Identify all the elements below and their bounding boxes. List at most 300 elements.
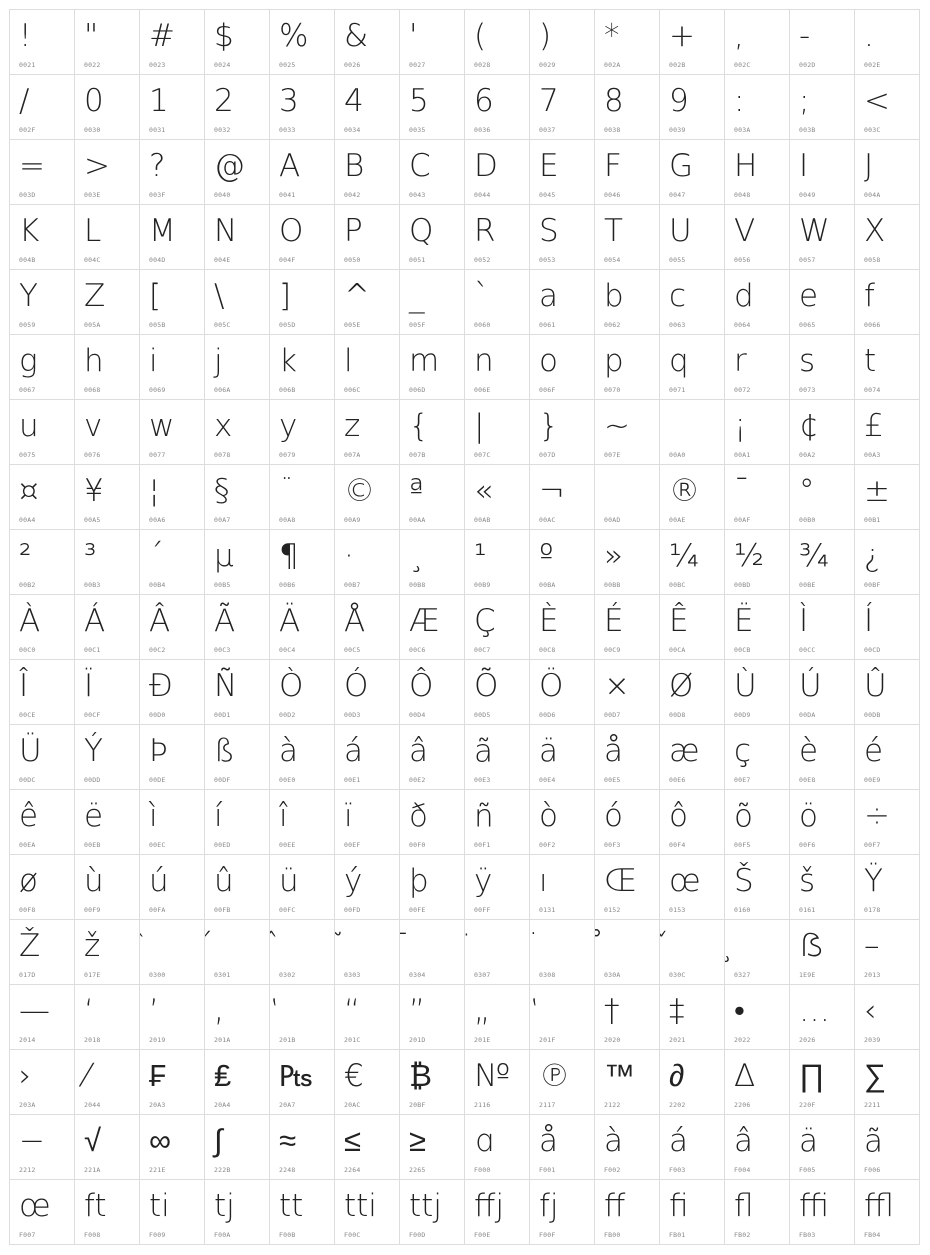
glyph-codepoint: 017D	[19, 971, 36, 979]
glyph-codepoint: F004	[734, 1166, 751, 1174]
glyph-character: Û	[864, 668, 887, 704]
glyph-cell	[204, 139, 270, 205]
glyph-cell	[659, 1114, 725, 1180]
glyph-codepoint: 00F1	[474, 841, 491, 849]
glyph-character: e	[799, 278, 819, 314]
glyph-cell	[399, 1114, 465, 1180]
glyph-character: B	[344, 148, 365, 184]
glyph-cell	[594, 789, 660, 855]
glyph-cell	[139, 984, 205, 1050]
glyph-codepoint: F009	[149, 1231, 166, 1239]
glyph-cell	[529, 399, 595, 465]
glyph-cell	[269, 74, 335, 140]
glyph-cell	[724, 269, 790, 335]
glyph-codepoint: 006A	[214, 386, 231, 394]
glyph-codepoint: 00AB	[474, 516, 491, 524]
glyph-character: 7	[539, 83, 559, 119]
glyph-cell	[74, 854, 140, 920]
glyph-cell	[529, 334, 595, 400]
glyph-character: ∑	[864, 1058, 887, 1094]
glyph-codepoint: F000	[474, 1166, 491, 1174]
glyph-character: ¯	[734, 473, 750, 509]
glyph-cell	[74, 594, 140, 660]
glyph-cell	[204, 724, 270, 790]
glyph-cell	[139, 9, 205, 75]
glyph-character: £	[864, 408, 884, 444]
glyph-codepoint: 2044	[84, 1101, 101, 1109]
glyph-codepoint: FB02	[734, 1231, 751, 1239]
glyph-cell	[204, 919, 270, 985]
glyph-character: ø	[19, 863, 38, 899]
glyph-character: œ	[669, 863, 701, 899]
glyph-codepoint: 0058	[864, 256, 881, 264]
glyph-codepoint: 201E	[474, 1036, 491, 1044]
glyph-codepoint: 00C7	[474, 646, 491, 654]
glyph-cell	[789, 984, 855, 1050]
glyph-cell	[399, 139, 465, 205]
glyph-codepoint: 00E3	[474, 776, 491, 784]
glyph-cell	[659, 9, 725, 75]
glyph-cell	[724, 204, 790, 270]
glyph-codepoint: 0062	[604, 321, 621, 329]
glyph-codepoint: 0045	[539, 191, 556, 199]
glyph-codepoint: 2022	[734, 1036, 751, 1044]
glyph-cell	[659, 334, 725, 400]
glyph-cell	[854, 464, 920, 530]
glyph-cell	[724, 854, 790, 920]
glyph-character: å	[604, 733, 623, 769]
glyph-cell	[659, 724, 725, 790]
glyph-codepoint: 00DD	[84, 776, 101, 784]
glyph-cell	[74, 1049, 140, 1115]
glyph-character: ≥	[409, 1123, 427, 1159]
glyph-character: 2	[214, 83, 234, 119]
glyph-cell	[854, 789, 920, 855]
glyph-codepoint: 004E	[214, 256, 231, 264]
glyph-codepoint: 00F3	[604, 841, 621, 849]
glyph-codepoint: 0029	[539, 61, 556, 69]
glyph-character: ð	[409, 798, 428, 834]
glyph-cell	[9, 1049, 75, 1115]
glyph-cell	[139, 594, 205, 660]
glyph-codepoint: 221A	[84, 1166, 101, 1174]
glyph-character: S	[539, 213, 559, 249]
glyph-character: ¬	[539, 473, 565, 509]
glyph-cell	[529, 919, 595, 985]
glyph-cell	[204, 74, 270, 140]
glyph-cell	[529, 984, 595, 1050]
glyph-character: þ	[409, 863, 429, 899]
glyph-cell	[659, 854, 725, 920]
glyph-character: ¾	[799, 538, 830, 574]
glyph-codepoint: 0067	[19, 386, 36, 394]
glyph-character: (	[474, 18, 487, 54]
glyph-character: Ä	[279, 603, 301, 639]
glyph-codepoint: 2116	[474, 1101, 491, 1109]
glyph-cell	[399, 984, 465, 1050]
glyph-codepoint: 00AC	[539, 516, 556, 524]
glyph-character: №	[474, 1058, 511, 1094]
glyph-cell	[399, 464, 465, 530]
glyph-cell	[9, 594, 75, 660]
glyph-codepoint: 20A3	[149, 1101, 166, 1109]
glyph-codepoint: 003B	[799, 126, 816, 134]
glyph-codepoint: 0053	[539, 256, 556, 264]
glyph-character: d	[734, 278, 754, 314]
glyph-codepoint: 0066	[864, 321, 881, 329]
glyph-codepoint: 0074	[864, 386, 881, 394]
glyph-cell	[724, 724, 790, 790]
glyph-codepoint: 004F	[279, 256, 296, 264]
glyph-cell	[74, 789, 140, 855]
glyph-character: 5	[409, 83, 429, 119]
glyph-codepoint: FB04	[864, 1231, 881, 1239]
glyph-codepoint: 00CE	[19, 711, 36, 719]
glyph-codepoint: 00D7	[604, 711, 621, 719]
glyph-cell	[464, 594, 530, 660]
glyph-character: ò	[539, 798, 558, 834]
glyph-codepoint: 00DC	[19, 776, 36, 784]
glyph-character: ÿ	[474, 863, 493, 899]
glyph-character: G	[669, 148, 694, 184]
glyph-character: ì	[149, 798, 158, 834]
glyph-codepoint: 0026	[344, 61, 361, 69]
glyph-codepoint: 00A9	[344, 516, 361, 524]
glyph-character: ï	[344, 798, 353, 834]
glyph-cell	[464, 659, 530, 725]
glyph-cell	[74, 724, 140, 790]
glyph-codepoint: 0042	[344, 191, 361, 199]
glyph-codepoint: 220F	[799, 1101, 816, 1109]
glyph-codepoint: 004B	[19, 256, 36, 264]
glyph-cell	[594, 659, 660, 725]
glyph-codepoint: 00F6	[799, 841, 816, 849]
glyph-character: ttj	[409, 1188, 442, 1224]
glyph-codepoint: 00F2	[539, 841, 556, 849]
glyph-cell	[724, 919, 790, 985]
glyph-character: W	[799, 213, 830, 249]
glyph-codepoint: 00E8	[799, 776, 816, 784]
glyph-character: ¥	[84, 473, 104, 509]
glyph-cell	[399, 594, 465, 660]
glyph-character: -	[799, 18, 811, 54]
glyph-codepoint: F00B	[279, 1231, 296, 1239]
glyph-codepoint: 00B4	[149, 581, 166, 589]
glyph-character: Ð	[149, 668, 174, 704]
glyph-cell	[269, 659, 335, 725]
glyph-codepoint: 00AD	[604, 516, 621, 524]
glyph-character: ‚	[214, 993, 224, 1029]
glyph-character: ≈	[279, 1123, 297, 1159]
glyph-cell	[594, 1049, 660, 1115]
glyph-character: ¨	[279, 473, 295, 509]
glyph-character: ê	[19, 798, 39, 834]
glyph-codepoint: 201F	[539, 1036, 556, 1044]
glyph-cell	[399, 204, 465, 270]
glyph-character: n	[474, 343, 494, 379]
glyph-cell	[269, 594, 335, 660]
glyph-cell	[399, 724, 465, 790]
glyph-cell	[464, 1114, 530, 1180]
glyph-cell	[204, 464, 270, 530]
glyph-character: µ	[214, 538, 234, 574]
glyph-character: º	[539, 538, 554, 574]
glyph-codepoint: 00A1	[734, 451, 751, 459]
glyph-cell	[789, 594, 855, 660]
glyph-cell	[659, 139, 725, 205]
glyph-codepoint: 0032	[214, 126, 231, 134]
glyph-codepoint: 00A7	[214, 516, 231, 524]
glyph-codepoint: 00CC	[799, 646, 816, 654]
glyph-character: @	[214, 148, 245, 184]
glyph-codepoint: 002F	[19, 126, 36, 134]
glyph-codepoint: 004D	[149, 256, 166, 264]
glyph-character: Ï	[84, 668, 94, 704]
glyph-cell	[594, 74, 660, 140]
glyph-cell	[139, 334, 205, 400]
glyph-cell	[724, 1114, 790, 1180]
glyph-character: #	[149, 18, 175, 54]
glyph-character: √	[84, 1123, 102, 1159]
glyph-cell	[659, 464, 725, 530]
glyph-codepoint: 00D0	[149, 711, 166, 719]
glyph-codepoint: 222B	[214, 1166, 231, 1174]
glyph-cell	[204, 269, 270, 335]
glyph-cell	[659, 594, 725, 660]
glyph-cell	[334, 659, 400, 725]
glyph-codepoint: 00C9	[604, 646, 621, 654]
glyph-codepoint: F00E	[474, 1231, 491, 1239]
glyph-cell	[204, 1179, 270, 1245]
glyph-codepoint: 00ED	[214, 841, 231, 849]
glyph-codepoint: 00C1	[84, 646, 101, 654]
glyph-cell	[854, 594, 920, 660]
glyph-character: H	[734, 148, 758, 184]
glyph-cell	[9, 204, 75, 270]
glyph-cell	[854, 919, 920, 985]
glyph-codepoint: 0055	[669, 256, 686, 264]
glyph-character: Ô	[409, 668, 434, 704]
glyph-codepoint: 005B	[149, 321, 166, 329]
glyph-codepoint: FB03	[799, 1231, 816, 1239]
glyph-character: p	[604, 343, 624, 379]
glyph-character: )	[539, 18, 552, 54]
glyph-codepoint: 00F5	[734, 841, 751, 849]
glyph-cell	[204, 399, 270, 465]
glyph-character: „	[474, 993, 491, 1029]
glyph-codepoint: 0079	[279, 451, 296, 459]
glyph-cell	[334, 594, 400, 660]
glyph-character: 6	[474, 83, 494, 119]
glyph-character: ‟	[539, 993, 556, 1029]
glyph-codepoint: F00C	[344, 1231, 361, 1239]
glyph-cell	[594, 984, 660, 1050]
glyph-codepoint: 00D1	[214, 711, 231, 719]
glyph-cell	[269, 334, 335, 400]
glyph-character: fi	[669, 1188, 689, 1224]
glyph-character: í	[214, 798, 223, 834]
glyph-character: O	[279, 213, 304, 249]
glyph-character: —	[19, 993, 50, 1029]
glyph-cell	[724, 594, 790, 660]
glyph-character: “	[344, 993, 361, 1029]
glyph-cell	[334, 724, 400, 790]
glyph-character: ß	[214, 733, 235, 769]
glyph-character: ³	[84, 538, 97, 574]
glyph-character: %	[279, 18, 309, 54]
glyph-codepoint: 00F7	[864, 841, 881, 849]
glyph-character: 0	[84, 83, 104, 119]
glyph-codepoint: 0303	[344, 971, 361, 979]
glyph-codepoint: 00D9	[734, 711, 751, 719]
glyph-character: ¡	[734, 408, 747, 444]
glyph-codepoint: 00F4	[669, 841, 686, 849]
glyph-character: R	[474, 213, 496, 249]
glyph-cell	[464, 139, 530, 205]
glyph-character: ℗	[539, 1058, 570, 1094]
glyph-cell	[9, 789, 75, 855]
glyph-cell	[399, 334, 465, 400]
glyph-character: 9	[669, 83, 689, 119]
glyph-cell	[789, 9, 855, 75]
glyph-character: ffj	[474, 1188, 504, 1224]
glyph-cell	[659, 399, 725, 465]
glyph-cell	[529, 659, 595, 725]
glyph-cell	[789, 1049, 855, 1115]
glyph-cell	[399, 659, 465, 725]
glyph-character: õ	[734, 798, 753, 834]
glyph-cell	[724, 984, 790, 1050]
glyph-cell	[724, 464, 790, 530]
glyph-codepoint: 2211	[864, 1101, 881, 1109]
glyph-character: x	[214, 408, 233, 444]
glyph-character: ẞ	[799, 928, 823, 964]
glyph-character: D	[474, 148, 498, 184]
glyph-codepoint: 0022	[84, 61, 101, 69]
glyph-cell	[269, 724, 335, 790]
glyph-cell	[594, 594, 660, 660]
glyph-codepoint: 00BC	[669, 581, 686, 589]
glyph-cell	[269, 789, 335, 855]
glyph-cell	[204, 1114, 270, 1180]
glyph-codepoint: 2019	[149, 1036, 166, 1044]
glyph-cell	[789, 789, 855, 855]
glyph-cell	[789, 464, 855, 530]
glyph-codepoint: 0152	[604, 906, 621, 914]
glyph-character: ±	[864, 473, 890, 509]
glyph-cell	[9, 74, 75, 140]
glyph-character: ô	[669, 798, 688, 834]
glyph-codepoint: 0063	[669, 321, 686, 329]
glyph-character: i	[149, 343, 158, 379]
glyph-cell	[139, 204, 205, 270]
glyph-cell	[594, 269, 660, 335]
glyph-cell	[854, 529, 920, 595]
glyph-codepoint: 006B	[279, 386, 296, 394]
glyph-cell	[269, 854, 335, 920]
glyph-cell	[74, 74, 140, 140]
glyph-cell	[464, 919, 530, 985]
glyph-character: °	[799, 473, 815, 509]
glyph-cell	[594, 139, 660, 205]
glyph-cell	[9, 269, 75, 335]
glyph-codepoint: 00C8	[539, 646, 556, 654]
glyph-cell	[9, 919, 75, 985]
glyph-codepoint: 0065	[799, 321, 816, 329]
glyph-codepoint: 002D	[799, 61, 816, 69]
glyph-character: ⁄	[84, 1058, 90, 1094]
glyph-codepoint: 002C	[734, 61, 751, 69]
glyph-cell	[594, 919, 660, 985]
glyph-codepoint: 2117	[539, 1101, 556, 1109]
glyph-character: ∆	[734, 1058, 756, 1094]
glyph-character: s	[799, 343, 816, 379]
glyph-codepoint: 00D3	[344, 711, 361, 719]
glyph-character: }	[539, 408, 559, 444]
glyph-codepoint: 00CA	[669, 646, 686, 654]
glyph-codepoint: 00DB	[864, 711, 881, 719]
glyph-character: ≤	[344, 1123, 362, 1159]
glyph-cell	[529, 269, 595, 335]
glyph-character: Ø	[669, 668, 694, 704]
glyph-cell	[204, 659, 270, 725]
glyph-codepoint: 0031	[149, 126, 166, 134]
glyph-cell	[334, 919, 400, 985]
glyph-cell	[464, 1049, 530, 1115]
glyph-cell	[464, 1179, 530, 1245]
glyph-cell	[334, 74, 400, 140]
glyph-character: †	[604, 993, 620, 1029]
glyph-codepoint: 007E	[604, 451, 621, 459]
glyph-character: Ê	[669, 603, 689, 639]
glyph-codepoint: 00F9	[84, 906, 101, 914]
glyph-codepoint: 2122	[604, 1101, 621, 1109]
glyph-codepoint: 00AF	[734, 516, 751, 524]
glyph-cell	[204, 789, 270, 855]
glyph-codepoint: 0327	[734, 971, 751, 979]
glyph-codepoint: 0057	[799, 256, 816, 264]
glyph-character: m	[409, 343, 440, 379]
glyph-character: Z	[84, 278, 106, 314]
glyph-character: ‹	[864, 993, 877, 1029]
glyph-character: =	[19, 148, 45, 184]
glyph-cell	[399, 789, 465, 855]
glyph-cell	[724, 1049, 790, 1115]
glyph-character: :	[734, 83, 745, 119]
glyph-character: b	[604, 278, 624, 314]
glyph-codepoint: 003A	[734, 126, 751, 134]
glyph-codepoint: 00E4	[539, 776, 556, 784]
glyph-character: F	[604, 148, 622, 184]
glyph-codepoint: 00B0	[799, 516, 816, 524]
glyph-cell	[399, 399, 465, 465]
glyph-cell	[139, 1114, 205, 1180]
glyph-cell	[594, 399, 660, 465]
glyph-codepoint: F006	[864, 1166, 881, 1174]
glyph-cell	[594, 204, 660, 270]
glyph-codepoint: 007D	[539, 451, 556, 459]
glyph-character: ý	[344, 863, 363, 899]
glyph-codepoint: 00EA	[19, 841, 36, 849]
glyph-cell	[9, 464, 75, 530]
glyph-cell	[269, 9, 335, 75]
glyph-character: ]	[279, 278, 292, 314]
glyph-cell	[399, 919, 465, 985]
glyph-cell	[659, 984, 725, 1050]
glyph-character: {	[409, 408, 429, 444]
glyph-character: ti	[149, 1188, 170, 1224]
glyph-character: ä	[799, 1123, 818, 1159]
